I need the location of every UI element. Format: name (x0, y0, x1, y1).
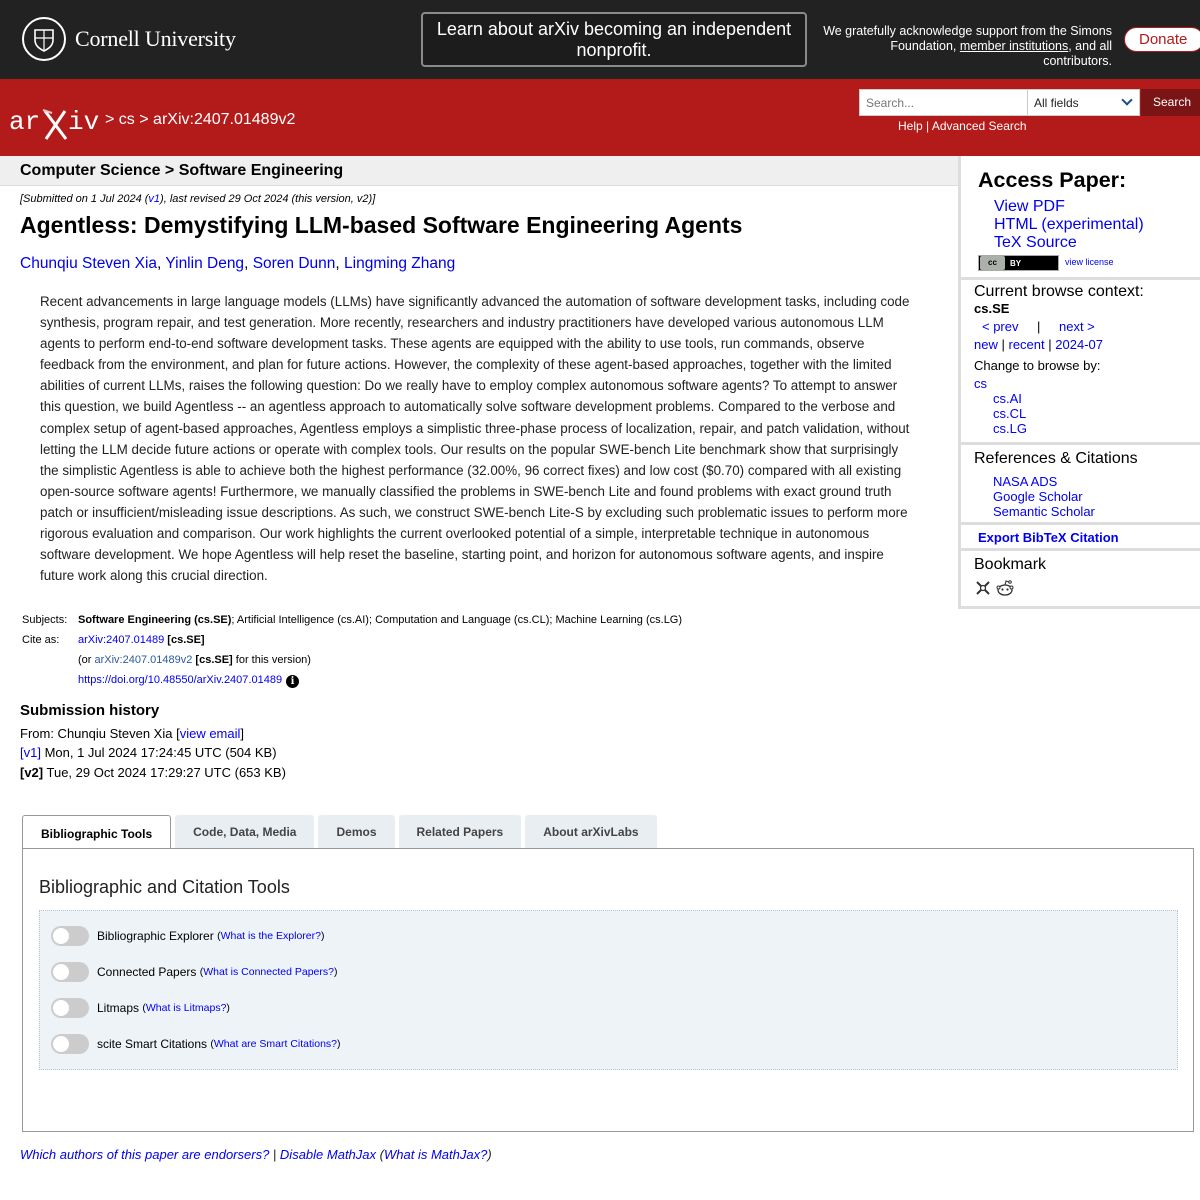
member-institutions-link[interactable]: member institutions (959, 39, 1069, 53)
author-list (20, 255, 455, 273)
semantic-scholar-link[interactable]: Semantic Scholar (993, 504, 1095, 519)
panel-title: Bibliographic and Citation Tools (39, 877, 290, 897)
info-icon[interactable]: i (286, 675, 299, 688)
cite2-prefix: (or (78, 654, 95, 666)
search-input[interactable] (859, 89, 1028, 116)
bibsonomy-icon[interactable] (974, 579, 992, 597)
tool-name: Litmaps (97, 1001, 140, 1015)
access-paper-heading: Access Paper: (978, 168, 1127, 192)
svg-text:iv: iv (68, 107, 100, 137)
month-link[interactable]: 2024-07 (1055, 337, 1103, 352)
blank-label (20, 650, 78, 670)
cornell-seal-icon (22, 17, 66, 61)
footer-links (20, 1147, 492, 1162)
support-suffix: , and all contributors. (1043, 39, 1112, 68)
nonprofit-announcement[interactable]: Learn about arXiv becoming an independent nonprofit. (421, 12, 807, 67)
tool-bibliographic-explorer (51, 926, 324, 946)
doi-value (78, 670, 299, 690)
submitted-v1-link[interactable]: v1 (148, 193, 161, 205)
subject-header: Computer Science > Software Engineering (0, 156, 958, 186)
author-link[interactable]: Yinlin Deng (165, 255, 245, 272)
recent-link[interactable]: recent (1008, 337, 1045, 352)
abstract: Recent advancements in large language models (LLMs) have significantly advanced the automation of software development tasks, including code synthesis, program repair, and test generation. More recently, researchers and industry practitioners have developed various autonomous LLM agents to perform end-to-end software development tasks. These agents are equipped with the ability to use tools, run commands, observe feedback from the environment, and plan for future actions. However, the complexity of these agent-based approaches, together with the limited abilities of current LLMs, raises the following question: Do we really have to employ complex autonomous software agents? To attempt to answer this question, we build Agentless -- an agentless approach to automatically solve software development problems. Compared to the verbose and complex setup of agent-based approaches, Agentless employs a simplistic three-phase process of localization, repair, and patch validation, without letting the LLM decide future actions or operate with complex tools. Our results on the popular SWE-bench Lite benchmark show that surprisingly the simplistic Agentless is able to achieve both the highest performance (32.00%, 96 correct fixes) and low cost ($0.70) compared with all existing open-source software agents! Furthermore, we manually classified the problems in SWE-bench Lite and found problems with exact ground truth patch or insufficient/misleading issue descriptions. As such, we construct SWE-bench Lite-S by excluding such problematic issues to perform more rigorous evaluation and comparison. Our work highlights the current overlooked potential of a simple, interpretable technique in autonomous software development. We hope Agentless will help reset the baseline, starting point, and horizon for autonomous software agents, and inspire future work along this crucial direction. (40, 294, 910, 584)
v1-text: Mon, 1 Jul 2024 17:24:45 UTC (504 KB) (40, 745, 277, 760)
listing-separator: | (1001, 337, 1005, 352)
submitted-suffix: ), last revised 29 Oct 2024 (this version, v2)] (160, 193, 376, 205)
tab-code-data-media[interactable]: Code, Data, Media (175, 815, 314, 848)
change-browse-label: Change to browse by: (974, 358, 1101, 373)
browse-context-section (961, 277, 1200, 442)
next-link[interactable]: next > (1059, 319, 1095, 334)
prev-link[interactable]: < prev (982, 319, 1019, 334)
tool-help: (What is Litmaps?) (142, 1002, 230, 1014)
export-bibtex-link[interactable]: Export BibTeX Citation (978, 530, 1119, 545)
help-links (898, 119, 1027, 133)
paper-title: Agentless: Demystifying LLM-based Software Engineering Agents (20, 212, 743, 238)
history-from (20, 724, 286, 744)
bookmark-heading: Bookmark (974, 556, 1047, 573)
toggle-knob (53, 928, 69, 944)
tool-help-link[interactable]: What are Smart Citations? (213, 1038, 338, 1050)
author-link[interactable]: Chunqiu Steven Xia (20, 255, 158, 272)
subjects-value (78, 610, 682, 630)
search-button[interactable]: Search (1141, 89, 1200, 116)
cite-version-link[interactable]: arXiv:2407.01489v2 (94, 654, 193, 666)
tex-source-link[interactable]: TeX Source (994, 234, 1077, 251)
paper-metadata (20, 610, 682, 690)
browse-context-value: cs.SE (974, 301, 1010, 316)
support-prefix: We gratefully acknowledge support from the Simons Foundation, (823, 24, 1112, 53)
author-separator: , (244, 255, 253, 272)
author-separator: , (157, 255, 166, 272)
submitted-prefix: [Submitted on 1 Jul 2024 ( (20, 193, 149, 205)
new-link[interactable]: new (974, 337, 998, 352)
subjects-label: Subjects: (22, 614, 68, 626)
top-banner (0, 0, 1200, 79)
donate-button[interactable]: Donate (1124, 27, 1200, 52)
footer-separator: | (269, 1147, 280, 1162)
cite-version-value (78, 650, 311, 670)
tool-scite-smart-citations (51, 1034, 341, 1054)
toggle-switch[interactable] (51, 926, 89, 946)
primary-subject: Software Engineering (cs.SE) (78, 614, 232, 626)
breadcrumb-paper-id: > arXiv:2407.01489v2 (139, 111, 296, 128)
footer-close-paren: ) (487, 1147, 492, 1162)
arxiv-logo-icon[interactable] (8, 101, 102, 141)
tool-help-link[interactable]: What is the Explorer? (220, 930, 321, 942)
tool-connected-papers (51, 962, 338, 982)
view-license-link[interactable]: view license (1065, 257, 1114, 267)
tool-name: scite Smart Citations (97, 1037, 208, 1051)
from-prefix: From: Chunqiu Steven Xia [ (20, 725, 180, 741)
cite2-suffix: for this version) (232, 654, 311, 666)
author-link[interactable]: Soren Dunn (252, 255, 336, 272)
toggle-knob (53, 964, 69, 980)
tool-help-link[interactable]: What is Connected Papers? (203, 966, 334, 978)
cite-label: Cite as: (22, 634, 60, 646)
cite-value (78, 630, 205, 650)
browse-context-heading: Current browse context: (974, 283, 1144, 300)
doi-row (20, 670, 682, 690)
submission-dates (20, 193, 375, 205)
tab-related-papers[interactable]: Related Papers (399, 815, 522, 848)
google-scholar-link[interactable]: Google Scholar (993, 489, 1083, 504)
svg-text:ar: ar (9, 107, 41, 137)
toggle-switch[interactable] (51, 1034, 89, 1054)
search-field-select[interactable] (1027, 89, 1140, 116)
toggle-knob (53, 1036, 69, 1052)
toggle-switch[interactable] (51, 962, 89, 982)
view-email-link[interactable]: view email (179, 725, 241, 741)
arxiv-header (0, 79, 1200, 156)
export-section (961, 522, 1200, 548)
bookmark-section (961, 548, 1200, 606)
browse-listing-links (974, 337, 1103, 352)
tool-help: (What are Smart Citations?) (210, 1038, 341, 1050)
references-heading: References & Citations (974, 450, 1138, 467)
cite-row (20, 630, 682, 650)
tool-help: (What is the Explorer?) (217, 930, 325, 942)
listing-separator: | (1048, 337, 1052, 352)
advanced-search-link[interactable]: Advanced Search (931, 119, 1027, 133)
cite-tag: [cs.SE] (167, 634, 205, 646)
chevron-down-icon (1121, 94, 1132, 105)
other-subjects: ; Artificial Intelligence (cs.AI); Computation and Language (cs.CL); Machine Learning (cs.LG) (231, 614, 683, 626)
tab-demos[interactable]: Demos (318, 815, 394, 848)
support-acknowledgement (820, 24, 1112, 69)
endorsers-link[interactable]: Which authors of this paper are endorsers? (20, 1147, 270, 1162)
browse-cs-lg-link[interactable]: cs.LG (993, 421, 1027, 436)
help-link[interactable]: Help (898, 119, 923, 133)
doi-link[interactable]: https://doi.org/10.48550/arXiv.2407.01489 (78, 674, 283, 686)
browse-cs-cl-link[interactable]: cs.CL (993, 406, 1027, 421)
prev-next-separator: | (1037, 319, 1041, 334)
breadcrumb (105, 111, 295, 129)
from-suffix: ] (240, 725, 245, 741)
toggle-knob (53, 1000, 69, 1016)
v2-label: [v2] (20, 764, 44, 780)
search-field-value: All fields (1034, 96, 1079, 110)
tools-list (39, 910, 1178, 1070)
view-pdf-link[interactable]: View PDF (994, 198, 1065, 215)
history-heading: Submission history (20, 702, 160, 719)
browse-cs-link[interactable]: cs (974, 376, 987, 391)
subjects-row (20, 610, 682, 630)
html-experimental-link[interactable]: HTML (experimental) (994, 216, 1144, 233)
history-v1 (20, 743, 286, 763)
cc-by-license-badge[interactable] (978, 255, 1059, 271)
tab-panel (22, 848, 1194, 1132)
nasa-ads-link[interactable]: NASA ADS (993, 474, 1058, 489)
tab-about-arxivlabs[interactable]: About arXivLabs (525, 815, 656, 848)
history-v2 (20, 763, 286, 783)
reddit-icon[interactable] (995, 578, 1015, 598)
labs-tabs (22, 815, 657, 849)
tool-help: (What is Connected Papers?) (199, 966, 338, 978)
what-is-mathjax-link[interactable]: What is MathJax? (383, 1147, 488, 1162)
author-separator: , (335, 255, 345, 272)
tool-litmaps (51, 998, 230, 1018)
by-icon: BY (1010, 258, 1022, 268)
cc-icon: cc (980, 256, 1005, 270)
cite2-tag: [cs.SE] (195, 654, 233, 666)
footer-open-paren: ( (376, 1147, 384, 1162)
help-separator: | (926, 119, 930, 133)
tool-help-link[interactable]: What is Litmaps? (145, 1002, 227, 1014)
cornell-logo[interactable] (22, 16, 236, 62)
sidebar (958, 156, 1200, 609)
author-link[interactable]: Lingming Zhang (344, 255, 456, 272)
disable-mathjax-link[interactable]: Disable MathJax (279, 1147, 377, 1162)
tab-bibliographic-tools[interactable]: Bibliographic Tools (22, 815, 171, 849)
references-section (961, 442, 1200, 522)
v2-text: Tue, 29 Oct 2024 17:29:27 UTC (653 KB) (43, 764, 286, 780)
breadcrumb-cs[interactable]: > cs (105, 111, 135, 128)
tool-name: Connected Papers (97, 965, 197, 979)
toggle-switch[interactable] (51, 998, 89, 1018)
cite-id-link[interactable]: arXiv:2407.01489 (78, 634, 165, 646)
blank-label (20, 670, 78, 690)
browse-cs-ai-link[interactable]: cs.AI (993, 391, 1022, 406)
submission-history (20, 701, 286, 782)
cite-version-row (20, 650, 682, 670)
university-name: Cornell University (75, 26, 236, 51)
tool-name: Bibliographic Explorer (97, 929, 214, 943)
v1-link[interactable]: [v1] (20, 745, 41, 760)
